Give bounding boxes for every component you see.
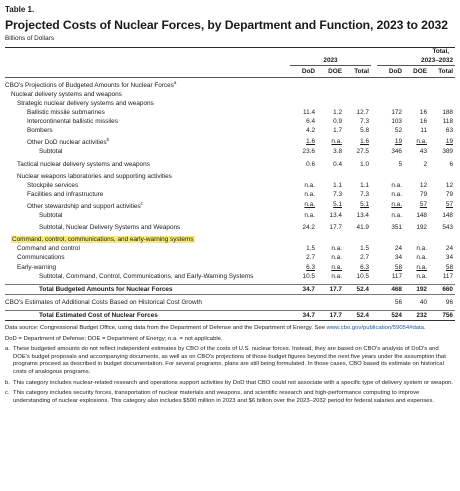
cell-total-2023: 1.0: [360, 160, 369, 168]
cell-dod-total: [377, 78, 404, 90]
cell-doe-total: [404, 90, 429, 99]
cell-total-total: 118: [442, 118, 453, 125]
cell-total-2023: 6.3: [360, 263, 369, 271]
cell-total-total: 389: [442, 148, 453, 156]
cell-total-total: 58: [445, 263, 453, 271]
footnote: [5, 380, 455, 388]
col-header-total-total: Total: [438, 67, 454, 75]
cell-total-2023: 7.3: [360, 190, 369, 198]
cell-total-total: 543: [442, 224, 453, 232]
cell-dod-total: 351: [391, 224, 402, 232]
cell-total-total: 57: [445, 201, 453, 209]
table-row: [5, 135, 455, 147]
cell-doe-total: 148: [416, 212, 427, 220]
table-row: [5, 78, 455, 90]
row-label: Communications: [17, 254, 65, 262]
cell-total-2023: 1.6: [360, 137, 369, 145]
cell-dod-total: n.a.: [391, 212, 402, 220]
source-link[interactable]: www.cbo.gov/publication/59054#data: [326, 325, 424, 332]
row-label: Subtotal, Command, Control, Communications, and Early-Warning Systems: [39, 272, 254, 280]
cell-dod-2023: 1.5: [306, 245, 315, 253]
table-row: [5, 253, 455, 262]
cell-doe-total: [404, 235, 429, 244]
cell-doe-2023: 1.2: [333, 108, 342, 116]
cell-doe-2023: n.a.: [331, 254, 342, 262]
table-row: [5, 160, 455, 169]
cell-dod-2023: n.a.: [304, 190, 315, 198]
cell-dod-2023: [290, 78, 317, 90]
table-row: [5, 117, 455, 126]
cell-doe-total: 79: [419, 190, 427, 198]
cell-dod-2023: 4.2: [306, 127, 315, 135]
footnote-key: c.: [5, 390, 10, 397]
cell-doe-total: n.a.: [416, 137, 427, 145]
cell-total-total: 19: [445, 137, 453, 145]
cell-dod-total: 19: [394, 137, 402, 145]
abbreviations-note: DoD = Department of Defense; DOE = Department of Energy; n.a. = not applicable.: [5, 335, 223, 342]
cell-dod-2023: [290, 99, 317, 108]
cell-dod-total: 58: [394, 263, 402, 271]
row-label: Stockpile services: [27, 181, 79, 189]
cell-dod-2023: 2.7: [306, 254, 315, 262]
cell-doe-2023: n.a.: [331, 245, 342, 253]
cell-total-total: 148: [442, 212, 453, 220]
cell-dod-2023: n.a.: [304, 212, 315, 220]
cell-doe-2023: 5.1: [333, 201, 342, 209]
cell-total-2023: 7.3: [360, 118, 369, 125]
cell-total-total: [429, 78, 455, 90]
cell-total-2023: 12.7: [356, 108, 369, 116]
cell-total-2023: [344, 78, 371, 90]
cell-dod-2023: 0.6: [306, 160, 315, 168]
footnote-text: These budgeted amounts do not reflect independent estimates by CBO of the costs of U.S. nuclear forces. Instead, they are based on CBO's analysis of DoD's and DOE's budget proposals and accompanying documents, as well as on CBO's projections of those budget figures beyond the next five years under the assumption that programs proceed as described in budget documentation. For several programs, plans are still being formulated. In those cases, CBO based its estimate on historical costs of analogous programs.: [13, 346, 446, 375]
cell-total-2023: [344, 235, 371, 244]
cell-doe-2023: 13.4: [329, 212, 342, 220]
cell-doe-2023: [317, 172, 344, 181]
cell-doe-2023: 17.7: [317, 310, 344, 320]
col-header-doe-total: DOE: [413, 67, 427, 75]
cell-dod-total: 5: [398, 160, 402, 168]
cell-doe-2023: [317, 90, 344, 99]
footnote-key: a.: [5, 346, 10, 353]
col-header-total-2023: Total: [354, 67, 369, 75]
cell-total-total: 34: [445, 254, 453, 262]
cell-doe-2023: [317, 99, 344, 108]
cell-dod-2023: n.a.: [304, 201, 315, 209]
row-label: Bombers: [27, 127, 53, 135]
cell-doe-2023: 17.7: [329, 224, 342, 232]
col-header-dod-2023: DoD: [301, 67, 315, 75]
cell-total-total: 117: [442, 272, 453, 280]
row-label: Total Estimated Cost of Nuclear Forces: [5, 310, 290, 320]
cell-dod-total: 346: [391, 148, 402, 156]
row-label: CBO's Projections of Budgeted Amounts for Nuclear Forces$^a$: [5, 79, 177, 89]
footnote: [5, 346, 455, 376]
group-header-total-line1: Total,: [432, 48, 450, 55]
cell-total-2023: 5.1: [360, 201, 369, 209]
cell-dod-total: 117: [391, 272, 402, 280]
group-header-total-line2: 2023–2032: [377, 56, 455, 66]
cell-doe-2023: [317, 298, 344, 307]
cell-dod-2023: [290, 172, 317, 181]
row-label: Ballistic missile submarines: [27, 108, 105, 116]
cell-total-total: [429, 172, 455, 181]
cell-total-2023: 5.8: [360, 127, 369, 135]
table-row: [5, 244, 455, 253]
table-row: [5, 172, 455, 181]
cell-doe-2023: 1.1: [333, 181, 342, 189]
cell-dod-total: 34: [394, 254, 402, 262]
footnote-marker: b: [106, 137, 110, 143]
cell-doe-total: n.a.: [416, 245, 427, 253]
cell-dod-total: [377, 235, 404, 244]
cell-doe-2023: 1.7: [333, 127, 342, 135]
cell-total-total: 79: [445, 190, 453, 198]
cell-total-2023: [344, 99, 371, 108]
footnote-marker: a: [173, 79, 177, 85]
cell-total-2023: 27.5: [356, 148, 369, 156]
table-row: [5, 284, 455, 294]
cell-total-total: [429, 99, 455, 108]
table-row: [5, 108, 455, 117]
document: [5, 5, 455, 408]
table-row: [5, 310, 455, 320]
cell-total-total: 63: [445, 127, 453, 135]
cell-dod-total: 103: [391, 118, 402, 125]
source-note: Data source: Congressional Budget Office, using data from the Department of Defense and the Department of Energy. See www.cbo.gov/publication/59054#data.: [5, 325, 426, 332]
units-label: Billions of Dollars: [5, 35, 55, 42]
cell-doe-2023: 0.4: [333, 160, 342, 168]
footnote-key: b.: [5, 379, 10, 386]
row-label: Subtotal: [39, 212, 63, 220]
cell-total-2023: [344, 298, 371, 307]
table-row: [5, 126, 455, 135]
table-row: [5, 272, 455, 281]
cell-doe-2023: n.a.: [331, 263, 342, 271]
table-label: Table 1.: [5, 5, 35, 14]
footnote-text: This category includes nuclear-related research and operations support activities by DoD that CBO could not associate with a specific type of delivery system or weapon.: [13, 379, 454, 386]
cell-total-total: 24: [445, 245, 453, 253]
cell-total-total: 660: [429, 284, 455, 294]
cell-doe-total: [404, 99, 429, 108]
row-label: Strategic nuclear delivery systems and weapons: [17, 99, 154, 107]
cell-total-2023: [344, 172, 371, 181]
footnote-marker: c: [140, 200, 143, 206]
row-label: Tactical nuclear delivery systems and weapons: [17, 160, 150, 168]
row-label: Subtotal, Nuclear Delivery Systems and Weapons: [39, 224, 181, 232]
table-row: [5, 190, 455, 199]
cell-dod-total: n.a.: [391, 201, 402, 209]
cell-dod-total: n.a.: [391, 181, 402, 189]
cell-dod-2023: [290, 235, 317, 244]
group-header-2023: 2023: [290, 56, 371, 66]
col-header-dod-total: DoD: [388, 67, 402, 75]
cell-dod-total: n.a.: [391, 190, 402, 198]
cell-doe-total: n.a.: [416, 272, 427, 280]
cell-total-2023: 41.9: [356, 224, 369, 232]
cell-total-total: 756: [429, 310, 455, 320]
footnotes: [5, 346, 455, 405]
column-header: [5, 48, 455, 77]
table-row: [5, 181, 455, 190]
footnote-text: This category includes security forces, transportation of nuclear materials and weapons, and scientific research and high-performance computing to improve understanding of nuclear explosions. This category also includes $500 million in 2023 and $6 billion over the 2023–2032 period for federal salaries and expenses.: [13, 390, 435, 404]
cell-doe-2023: 0.9: [333, 118, 342, 125]
cell-total-2023: 2.7: [360, 254, 369, 262]
cell-doe-total: [404, 172, 429, 181]
cell-total-2023: 52.4: [344, 284, 371, 294]
cell-dod-2023: 6.3: [306, 263, 315, 271]
cell-doe-total: 12: [419, 181, 427, 189]
row-label: Command, control, communications, and early-warning systems: [12, 236, 194, 244]
cell-doe-total: [404, 78, 429, 90]
footnote: [5, 390, 455, 405]
col-header-doe-2023: DOE: [328, 67, 342, 75]
table-row: [5, 90, 455, 99]
cell-doe-2023: [317, 78, 344, 90]
cell-doe-total: 43: [419, 148, 427, 156]
cell-dod-total: [377, 172, 404, 181]
cell-total-2023: 13.4: [356, 212, 369, 220]
table-row: [5, 235, 455, 244]
notes: [5, 325, 455, 405]
cell-doe-2023: 3.8: [333, 148, 342, 156]
cell-doe-total: n.a.: [416, 263, 427, 271]
cell-dod-2023: 6.4: [306, 118, 315, 125]
row-label: Command and control: [17, 245, 80, 253]
cell-dod-total: 52: [394, 127, 402, 135]
cell-dod-total: 172: [391, 108, 402, 116]
cell-doe-total: 11: [420, 127, 427, 135]
cell-total-total: [429, 90, 455, 99]
cell-doe-2023: [317, 235, 344, 244]
cell-dod-total: 524: [377, 310, 404, 320]
data-table: [5, 78, 455, 322]
cell-total-total: 6: [449, 160, 453, 168]
cell-doe-total: 2: [423, 160, 427, 168]
row-label: Early-warning: [17, 263, 57, 271]
table-row: [5, 223, 455, 232]
cell-total-total: 96: [445, 298, 453, 306]
cell-doe-total: 16: [419, 118, 427, 125]
cell-doe-2023: n.a.: [331, 137, 342, 145]
table-row: [5, 99, 455, 108]
cell-total-2023: [344, 90, 371, 99]
cell-dod-total: 24: [394, 245, 402, 253]
row-label: Other DoD nuclear activities$^b$: [27, 137, 110, 147]
cell-doe-total: 192: [404, 284, 429, 294]
cell-dod-2023: 34.7: [290, 284, 317, 294]
table-row: [5, 147, 455, 156]
table-row: [5, 263, 455, 272]
cell-doe-total: 57: [419, 201, 427, 209]
table-row: [5, 211, 455, 220]
cell-dod-2023: 10.5: [302, 272, 315, 280]
row-label: Nuclear delivery systems and weapons: [11, 90, 122, 98]
cell-dod-2023: [290, 90, 317, 99]
cell-dod-total: 56: [394, 298, 402, 306]
row-label: CBO's Estimates of Additional Costs Based on Historical Cost Growth: [5, 298, 202, 306]
cell-dod-2023: 11.4: [303, 108, 315, 116]
row-label: Subtotal: [39, 148, 63, 156]
cell-dod-2023: n.a.: [304, 181, 315, 189]
row-label: Nuclear weapons laboratories and supporting activities: [17, 172, 172, 180]
cell-dod-2023: 1.6: [306, 137, 315, 145]
cell-dod-2023: 24.2: [302, 224, 315, 232]
cell-total-2023: 52.4: [344, 310, 371, 320]
page-title: Projected Costs of Nuclear Forces, by Department and Function, 2023 to 2032: [5, 18, 448, 32]
row-label: Total Budgeted Amounts for Nuclear Forces: [5, 284, 290, 294]
row-label: Intercontinental ballistic missiles: [27, 118, 118, 125]
cell-doe-total: 192: [416, 224, 427, 232]
row-label: Facilities and infrastructure: [27, 190, 104, 198]
cell-dod-2023: 34.7: [290, 310, 317, 320]
cell-total-2023: 10.5: [356, 272, 369, 280]
table-row: [5, 199, 455, 211]
cell-total-2023: 1.1: [360, 181, 369, 189]
cell-doe-2023: n.a.: [331, 272, 342, 280]
table-row: [5, 298, 455, 307]
cell-doe-total: 40: [419, 298, 427, 306]
cell-dod-total: [377, 90, 404, 99]
cell-dod-total: [377, 99, 404, 108]
cell-total-total: [429, 235, 455, 244]
cell-doe-total: 232: [404, 310, 429, 320]
cell-dod-2023: 23.6: [302, 148, 315, 156]
cell-doe-2023: 7.3: [333, 190, 342, 198]
cell-total-total: 188: [442, 108, 453, 116]
cell-doe-total: n.a.: [416, 254, 427, 262]
cell-dod-2023: [290, 298, 317, 307]
row-label: Other stewardship and support activities$^c$: [27, 200, 143, 210]
cell-dod-total: 468: [377, 284, 404, 294]
cell-total-2023: 1.5: [360, 245, 369, 253]
cell-doe-total: 16: [419, 108, 427, 116]
cell-doe-2023: 17.7: [317, 284, 344, 294]
cell-total-total: 12: [445, 181, 453, 189]
